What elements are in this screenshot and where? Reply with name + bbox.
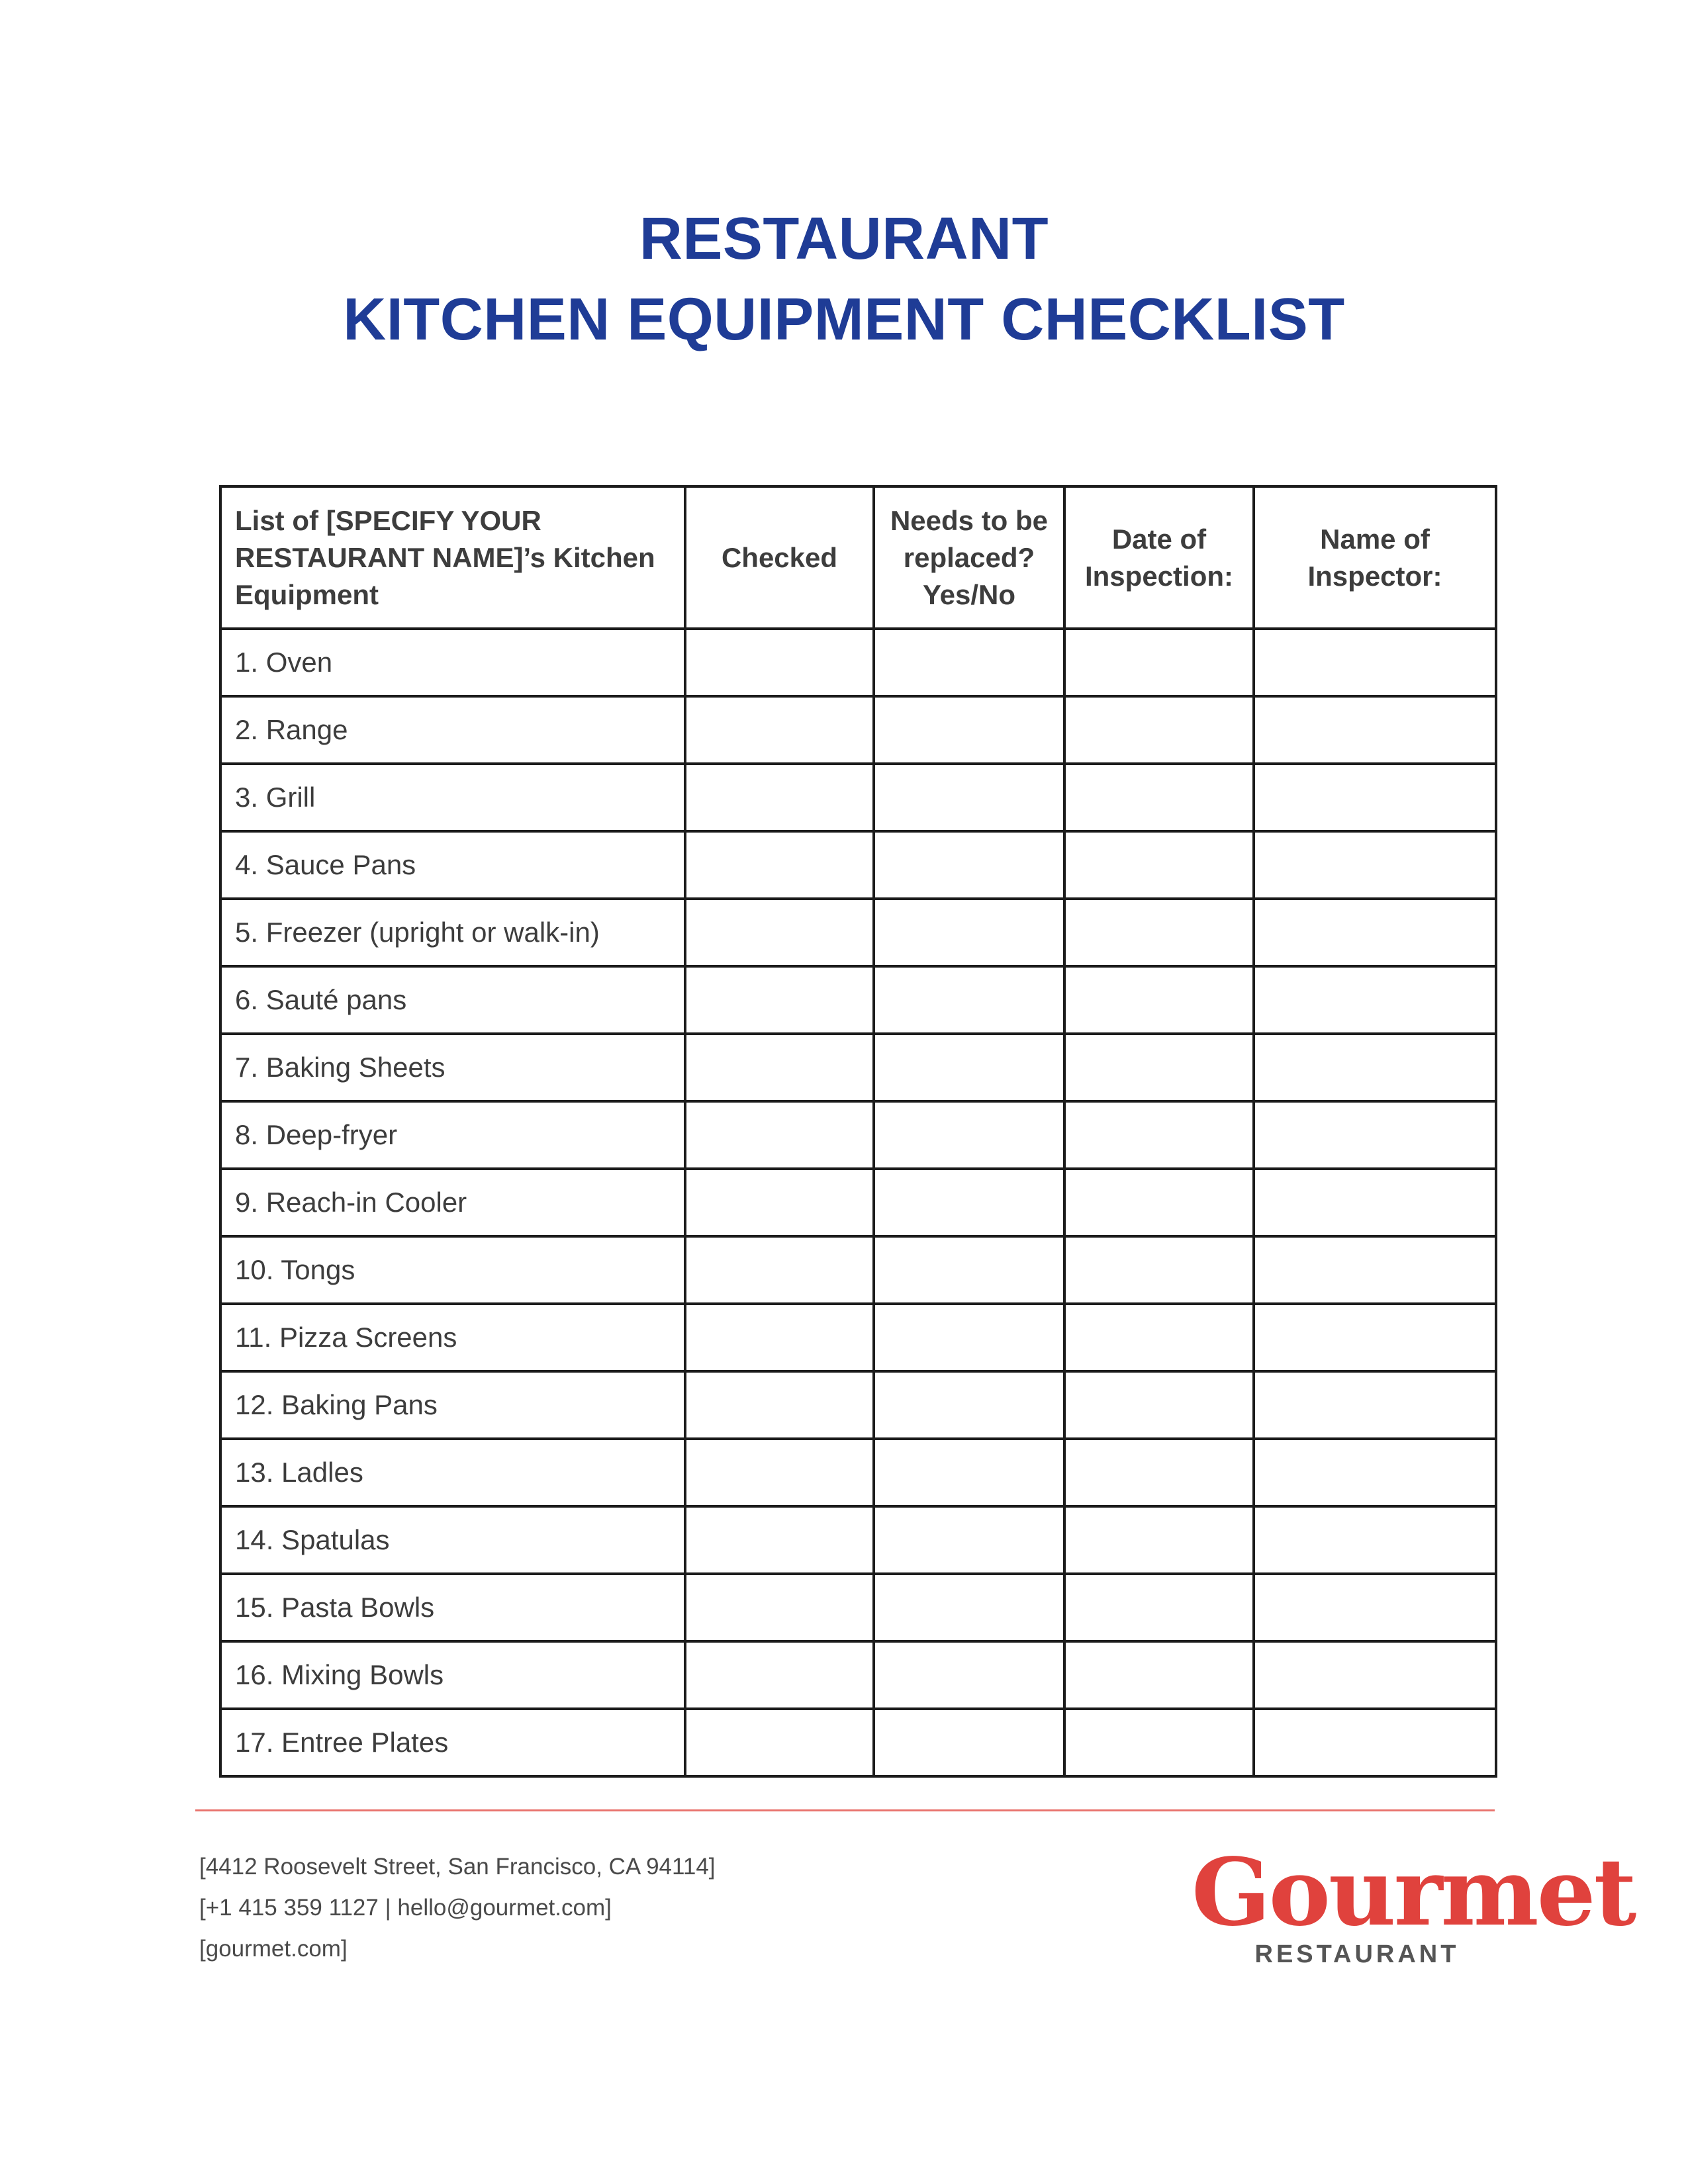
equipment-item-label: 12. Baking Pans <box>220 1371 685 1439</box>
table-row <box>220 899 1496 966</box>
table-row <box>220 1304 1496 1371</box>
checked-cell[interactable] <box>685 1169 874 1236</box>
inspection-date-cell[interactable] <box>1064 1641 1254 1709</box>
equipment-item-label: 7. Baking Sheets <box>220 1034 685 1101</box>
equipment-item-label: 9. Reach-in Cooler <box>220 1169 685 1236</box>
replacement-cell[interactable] <box>874 831 1064 899</box>
checked-cell[interactable] <box>685 629 874 696</box>
equipment-checklist-table <box>219 485 1497 1778</box>
inspection-date-cell[interactable] <box>1064 1169 1254 1236</box>
table-row <box>220 1371 1496 1439</box>
inspection-date-cell[interactable] <box>1064 831 1254 899</box>
table-header-row <box>220 486 1496 629</box>
replacement-cell[interactable] <box>874 1709 1064 1776</box>
table-row <box>220 966 1496 1034</box>
checked-cell[interactable] <box>685 899 874 966</box>
checked-cell[interactable] <box>685 1439 874 1506</box>
checked-cell[interactable] <box>685 1506 874 1574</box>
inspection-date-cell[interactable] <box>1064 1304 1254 1371</box>
footer-divider <box>195 1809 1495 1811</box>
equipment-item-label: 14. Spatulas <box>220 1506 685 1574</box>
equipment-item-label: 13. Ladles <box>220 1439 685 1506</box>
column-header-equipment: List of [SPECIFY YOUR RESTAURANT NAME]’s Kitchen Equipment <box>220 486 685 629</box>
document-title <box>0 199 1688 360</box>
checked-cell[interactable] <box>685 1304 874 1371</box>
inspection-date-cell[interactable] <box>1064 1034 1254 1101</box>
checked-cell[interactable] <box>685 1101 874 1169</box>
checked-cell[interactable] <box>685 1574 874 1641</box>
contact-info <box>199 1846 716 1970</box>
checked-cell[interactable] <box>685 966 874 1034</box>
inspection-date-cell[interactable] <box>1064 1371 1254 1439</box>
logo-wordmark: Gourmet <box>1192 1839 1635 1947</box>
table-row <box>220 1506 1496 1574</box>
inspector-name-cell[interactable] <box>1254 696 1496 764</box>
logo-subtitle: RESTAURANT <box>1254 1940 1460 1968</box>
address-text: [4412 Roosevelt Street, San Francisco, CA 94114] <box>199 1854 716 1880</box>
equipment-item-label: 8. Deep-fryer <box>220 1101 685 1169</box>
inspector-name-cell[interactable] <box>1254 1506 1496 1574</box>
website-text: [gourmet.com] <box>199 1936 348 1962</box>
column-header-checked: Checked <box>685 486 874 629</box>
equipment-item-label: 5. Freezer (upright or walk-in) <box>220 899 685 966</box>
replacement-cell[interactable] <box>874 1439 1064 1506</box>
table-row <box>220 1439 1496 1506</box>
column-header-needs-replacement: Needs to be replaced? Yes/No <box>874 486 1064 629</box>
title-line-1: RESTAURANT <box>639 206 1049 272</box>
inspector-name-cell[interactable] <box>1254 966 1496 1034</box>
replacement-cell[interactable] <box>874 764 1064 831</box>
replacement-cell[interactable] <box>874 696 1064 764</box>
table-row <box>220 831 1496 899</box>
equipment-item-label: 1. Oven <box>220 629 685 696</box>
inspector-name-cell[interactable] <box>1254 1574 1496 1641</box>
table-row <box>220 1034 1496 1101</box>
table-row <box>220 1169 1496 1236</box>
inspector-name-cell[interactable] <box>1254 1169 1496 1236</box>
checked-cell[interactable] <box>685 1641 874 1709</box>
replacement-cell[interactable] <box>874 1506 1064 1574</box>
table-row <box>220 629 1496 696</box>
equipment-item-label: 11. Pizza Screens <box>220 1304 685 1371</box>
equipment-item-label: 16. Mixing Bowls <box>220 1641 685 1709</box>
replacement-cell[interactable] <box>874 1304 1064 1371</box>
replacement-cell[interactable] <box>874 899 1064 966</box>
inspector-name-cell[interactable] <box>1254 1439 1496 1506</box>
equipment-item-label: 6. Sauté pans <box>220 966 685 1034</box>
replacement-cell[interactable] <box>874 1574 1064 1641</box>
equipment-item-label: 2. Range <box>220 696 685 764</box>
inspection-date-cell[interactable] <box>1064 1574 1254 1641</box>
inspector-name-cell[interactable] <box>1254 1641 1496 1709</box>
table-row <box>220 696 1496 764</box>
replacement-cell[interactable] <box>874 1641 1064 1709</box>
inspector-name-cell[interactable] <box>1254 1034 1496 1101</box>
equipment-item-label: 17. Entree Plates <box>220 1709 685 1776</box>
inspection-date-cell[interactable] <box>1064 966 1254 1034</box>
replacement-cell[interactable] <box>874 1101 1064 1169</box>
inspector-name-cell[interactable] <box>1254 831 1496 899</box>
table-row <box>220 1236 1496 1304</box>
column-header-inspection-date: Date of Inspection: <box>1064 486 1254 629</box>
checked-cell[interactable] <box>685 1709 874 1776</box>
replacement-cell[interactable] <box>874 966 1064 1034</box>
inspection-date-cell[interactable] <box>1064 764 1254 831</box>
inspector-name-cell[interactable] <box>1254 1371 1496 1439</box>
checked-cell[interactable] <box>685 1034 874 1101</box>
table-row <box>220 1574 1496 1641</box>
checked-cell[interactable] <box>685 1371 874 1439</box>
inspection-date-cell[interactable] <box>1064 629 1254 696</box>
inspection-date-cell[interactable] <box>1064 899 1254 966</box>
inspection-date-cell[interactable] <box>1064 696 1254 764</box>
checklist-body <box>220 629 1496 1776</box>
inspector-name-cell[interactable] <box>1254 1304 1496 1371</box>
equipment-item-label: 3. Grill <box>220 764 685 831</box>
gourmet-logo <box>1192 1839 1635 1969</box>
checked-cell[interactable] <box>685 1236 874 1304</box>
equipment-item-label: 4. Sauce Pans <box>220 831 685 899</box>
replacement-cell[interactable] <box>874 1034 1064 1101</box>
replacement-cell[interactable] <box>874 1169 1064 1236</box>
inspector-name-cell[interactable] <box>1254 764 1496 831</box>
inspector-name-cell[interactable] <box>1254 899 1496 966</box>
table-row <box>220 764 1496 831</box>
column-header-inspector-name: Name of Inspector: <box>1254 486 1496 629</box>
table-row <box>220 1709 1496 1776</box>
inspection-date-cell[interactable] <box>1064 1506 1254 1574</box>
replacement-cell[interactable] <box>874 629 1064 696</box>
inspector-name-cell[interactable] <box>1254 1101 1496 1169</box>
table-row <box>220 1641 1496 1709</box>
inspector-name-cell[interactable] <box>1254 1709 1496 1776</box>
inspection-date-cell[interactable] <box>1064 1236 1254 1304</box>
checked-cell[interactable] <box>685 696 874 764</box>
replacement-cell[interactable] <box>874 1236 1064 1304</box>
checked-cell[interactable] <box>685 831 874 899</box>
checked-cell[interactable] <box>685 764 874 831</box>
inspector-name-cell[interactable] <box>1254 629 1496 696</box>
phone-email-text: [+1 415 359 1127 | hello@gourmet.com] <box>199 1895 612 1921</box>
equipment-item-label: 15. Pasta Bowls <box>220 1574 685 1641</box>
table-row <box>220 1101 1496 1169</box>
inspection-date-cell[interactable] <box>1064 1709 1254 1776</box>
inspection-date-cell[interactable] <box>1064 1101 1254 1169</box>
title-line-2: KITCHEN EQUIPMENT CHECKLIST <box>343 287 1345 353</box>
inspection-date-cell[interactable] <box>1064 1439 1254 1506</box>
replacement-cell[interactable] <box>874 1371 1064 1439</box>
inspector-name-cell[interactable] <box>1254 1236 1496 1304</box>
equipment-item-label: 10. Tongs <box>220 1236 685 1304</box>
